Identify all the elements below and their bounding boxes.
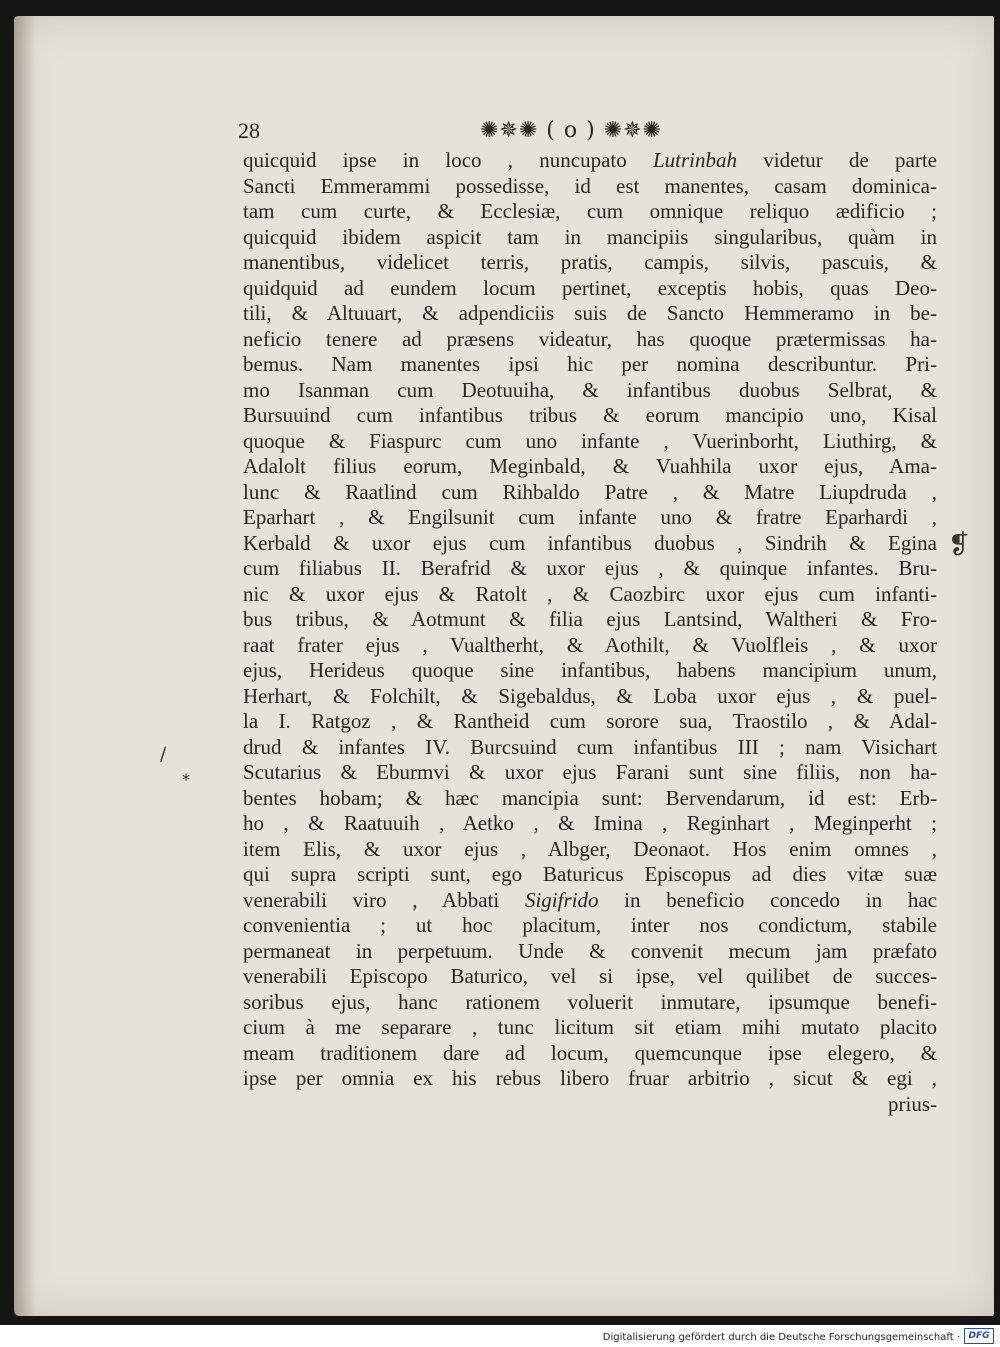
text-segment: Bursuuind cum infantibus tribus & eorum mancipio uno, Kisal: [243, 403, 937, 427]
text-segment: bentes hobam; & hæc mancipia sunt: Bervendarum, id est: Erb-: [243, 785, 937, 810]
text-line: [243, 913, 937, 939]
text-segment: neficio tenere ad præsens videatur, has quoque prætermissas ha-: [243, 326, 937, 351]
text-segment: manentibus, videlicet terris, pratis, campis, silvis, pascuis, &: [243, 250, 937, 274]
text-segment: qui supra scripti sunt, ego Baturicus Episcopus ad dies vitæ suæ: [243, 862, 937, 886]
text-line: [243, 658, 937, 684]
text-line: [243, 352, 937, 378]
italic-name: Sigifrido: [524, 887, 599, 912]
text-segment: bus tribus, & Aotmunt & filia ejus Lantsind, Waltheri & Fro-: [243, 607, 937, 631]
text-line: [243, 403, 937, 429]
text-segment: raat frater ejus , Vualtherht, & Aothilt, & Vuolfleis , & uxor: [243, 632, 937, 657]
text-line: [243, 811, 937, 837]
text-line: [243, 582, 937, 608]
text-line: [243, 327, 937, 353]
text-line: [243, 378, 937, 404]
text-line: [243, 556, 937, 582]
text-segment: convenientia ; ut hoc placitum, inter nos condictum, stabile: [243, 913, 937, 937]
text-segment: permaneat in perpetuum. Unde & convenit mecum jam præfato: [243, 938, 937, 963]
text-segment: drud & infantes IV. Burcsuind cum infantibus III ; nam Visichart: [243, 734, 937, 759]
text-line: [243, 174, 937, 200]
text-line: [243, 480, 937, 506]
text-line: [243, 862, 937, 888]
catchword: prius-: [888, 1091, 937, 1116]
margin-stroke-mark: /: [160, 744, 167, 765]
margin-note-mark: ❡: [948, 530, 970, 560]
text-line: [243, 760, 937, 786]
text-line: [243, 531, 937, 557]
running-header: [238, 118, 698, 148]
text-segment: Scutarius & Eburmvi & uxor ejus Farani sunt sine filiis, non ha-: [243, 760, 937, 784]
text-segment: tili, & Altuuart, & adpendiciis suis de Sancto Hemmeramo in be-: [243, 301, 937, 325]
text-line: [243, 990, 937, 1016]
footer-credit: Digitalisierung gefördert durch die Deutsche Forschungsgemeinschaft ·: [602, 1332, 960, 1343]
body-text: [243, 148, 937, 1117]
text-segment: quoque & Fiaspurc cum uno infante , Vuerinborht, Liuthirg, &: [243, 428, 937, 453]
text-segment: quicquid ipse in loco , nuncupato: [243, 148, 653, 172]
text-line: [243, 709, 937, 735]
text-segment: quicquid ibidem aspicit tam in mancipiis singularibus, quàm in: [243, 224, 937, 249]
text-segment: quidquid ad eundem locum pertinet, exceptis hobis, quas Deo-: [243, 275, 937, 300]
text-line: [243, 454, 937, 480]
dfg-logo: DFG: [964, 1328, 994, 1344]
text-line: [243, 939, 937, 965]
text-line: [243, 301, 937, 327]
text-segment: Adalolt filius eorum, Meginbald, & Vuahhila uxor ejus, Ama-: [243, 454, 937, 478]
text-segment: Eparhart , & Engilsunit cum infante uno & fratre Eparhardi ,: [243, 505, 937, 529]
text-segment: lunc & Raatlind cum Rihbaldo Patre , & Matre Liupdruda ,: [243, 479, 937, 504]
text-segment: videtur de parte: [737, 148, 937, 172]
margin-dot-mark: *: [182, 770, 190, 789]
text-line: [243, 1041, 937, 1067]
text-line: [243, 684, 937, 710]
text-line: [243, 888, 937, 914]
text-line: [243, 1015, 937, 1041]
text-segment: Herhart, & Folchilt, & Sigebaldus, & Loba uxor ejus , & puel-: [243, 683, 937, 708]
text-line: [243, 148, 937, 174]
text-line: [243, 429, 937, 455]
text-line: [243, 505, 937, 531]
text-segment: la I. Ratgoz , & Rantheid cum sorore sua, Traostilo , & Adal-: [243, 709, 937, 733]
text-segment: venerabili viro , Abbati: [243, 887, 525, 912]
text-line: [243, 250, 937, 276]
text-segment: ipse per omnia ex his rebus libero fruar arbitrio , sicut & egi ,: [243, 1066, 937, 1090]
text-segment: Sancti Emmerammi possedisse, id est manentes, casam dominica-: [243, 173, 937, 198]
text-line: [243, 837, 937, 863]
text-segment: item Elis, & uxor ejus , Albger, Deonaot. Hos enim omnes ,: [243, 836, 937, 861]
text-line: [243, 225, 937, 251]
footer-bar: [0, 1325, 1000, 1347]
text-line: [243, 607, 937, 633]
text-line: [243, 786, 937, 812]
text-segment: bemus. Nam manentes ipsi hic per nomina describuntur. Pri-: [243, 352, 937, 376]
text-segment: ejus, Herideus quoque sine infantibus, habens mancipium unum,: [243, 658, 937, 682]
text-segment: Kerbald & uxor ejus cum infantibus duobus , Sindrih & Egina: [243, 530, 937, 555]
text-line: [243, 1066, 937, 1092]
text-line: [243, 964, 937, 990]
text-line: [243, 633, 937, 659]
text-segment: soribus ejus, hanc rationem voluerit inmutare, ipsumque benefi-: [243, 989, 937, 1014]
text-line: [243, 199, 937, 225]
text-segment: cum filiabus II. Berafrid & uxor ejus , & quinque infantes. Bru-: [243, 556, 937, 580]
text-segment: cium à me separare , tunc licitum sit etiam mihi mutato placito: [243, 1015, 937, 1039]
text-segment: tam cum curte, & Ecclesiæ, cum omnique reliquo ædificio ;: [243, 199, 937, 223]
text-segment: venerabili Episcopo Baturico, vel si ipse, vel quilibet de succes-: [243, 964, 937, 988]
text-segment: mo Isanman cum Deotuuiha, & infantibus duobus Selbrat, &: [243, 377, 937, 402]
text-segment: ho , & Raatuuih , Aetko , & Imina , Reginhart , Meginperht ;: [243, 811, 937, 835]
text-segment: nic & uxor ejus & Ratolt , & Caozbirc uxor ejus cum infanti-: [243, 581, 937, 606]
page-number: 28: [238, 118, 260, 143]
header-ornament: ✺✵✺ ( o ) ✺✵✺: [480, 118, 662, 143]
page-gutter-shadow: [14, 16, 36, 1316]
text-line: [243, 735, 937, 761]
text-segment: meam traditionem dare ad locum, quemcunque ipse elegero, &: [243, 1040, 937, 1065]
italic-name: Lutrinbah: [652, 148, 737, 172]
text-segment: in beneficio concedo in hac: [598, 887, 937, 912]
text-line: [243, 276, 937, 302]
